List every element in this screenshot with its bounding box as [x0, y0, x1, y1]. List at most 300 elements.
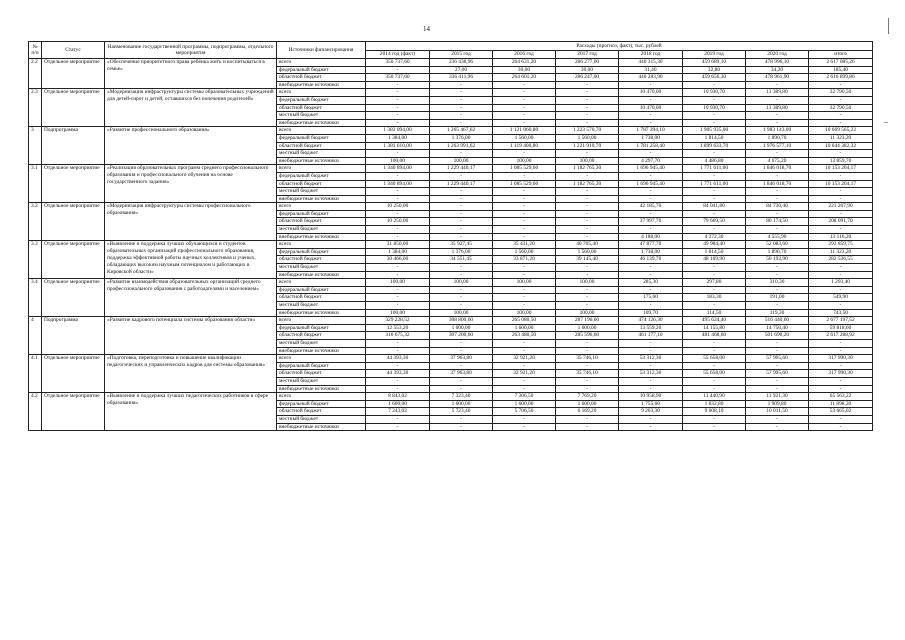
row-value: - — [619, 423, 683, 431]
row-value: 2 617 085,26 — [809, 59, 873, 67]
row-value: - — [493, 264, 556, 272]
row-value: 35 927,45 — [430, 241, 493, 249]
row-source: областной бюджет — [277, 218, 366, 226]
row-value: 1 755,60 — [619, 400, 683, 408]
row-value: 481 468,60 — [683, 332, 746, 340]
row-value: 100,00 — [366, 279, 430, 287]
row-value: - — [556, 210, 619, 218]
row-value: 57 995,60 — [746, 370, 809, 378]
row-value: 14 750,40 — [746, 324, 809, 332]
row-source: федеральный бюджет — [277, 172, 366, 180]
row-source: федеральный бюджет — [277, 134, 366, 142]
row-value: - — [809, 377, 873, 385]
row-value: 1 229 440,17 — [430, 165, 493, 173]
row-value: 1 376,00 — [430, 134, 493, 142]
row-value: 1 085 529,60 — [493, 165, 556, 173]
row-value: 549,90 — [809, 294, 873, 302]
row-value: - — [746, 264, 809, 272]
row-value: 119,30 — [746, 309, 809, 317]
row-value: - — [619, 96, 683, 104]
row-value: 282 536,55 — [809, 256, 873, 264]
row-value: - — [746, 195, 809, 203]
row-value: 34 551,45 — [430, 256, 493, 264]
row-value: - — [683, 347, 746, 355]
row-value: 1 223 570,70 — [556, 127, 619, 135]
row-number: 3.4 — [29, 279, 42, 317]
row-value: - — [366, 233, 430, 241]
row-value: 1 560,00 — [493, 134, 556, 142]
row-value: - — [619, 339, 683, 347]
row-value: 10 011,50 — [746, 408, 809, 416]
row-value: 32,80 — [683, 66, 746, 74]
row-value: 1 293,40 — [809, 279, 873, 287]
row-source: областной бюджет — [277, 74, 366, 82]
row-value: 287 196,60 — [556, 317, 619, 325]
row-value: 4 188,00 — [619, 233, 683, 241]
header-no: № п/п — [29, 42, 42, 59]
row-value: 263 480,50 — [493, 332, 556, 340]
row-value: 1 560,00 — [493, 248, 556, 256]
row-source: федеральный бюджет — [277, 362, 366, 370]
row-value: - — [746, 271, 809, 279]
row-value: 44 393,30 — [366, 355, 430, 363]
row-value: 478 961,90 — [746, 74, 809, 82]
page-number: 14 — [423, 25, 430, 33]
row-value: - — [556, 233, 619, 241]
row-source: областной бюджет — [277, 142, 366, 150]
row-value: 6 169,20 — [556, 408, 619, 416]
row-number: 2.2 — [29, 59, 42, 89]
table-row — [29, 203, 873, 211]
row-source: федеральный бюджет — [277, 400, 366, 408]
row-value: 109,70 — [619, 309, 683, 317]
row-value: 1 384,00 — [366, 134, 430, 142]
row-value: 100,00 — [556, 279, 619, 287]
row-number: 4.1 — [29, 355, 42, 393]
row-value: - — [556, 271, 619, 279]
row-source: местный бюджет — [277, 264, 366, 272]
row-value: 1 846 018,70 — [746, 165, 809, 173]
row-value: 33 871,20 — [493, 256, 556, 264]
row-value: - — [809, 423, 873, 431]
row-source: местный бюджет — [277, 226, 366, 234]
row-value: - — [493, 81, 556, 89]
row-value: 516 440,60 — [746, 317, 809, 325]
table-header — [29, 42, 873, 59]
row-value: - — [809, 415, 873, 423]
row-value: - — [556, 81, 619, 89]
row-value: 4 486,80 — [683, 157, 746, 165]
row-value: - — [493, 271, 556, 279]
row-value: 1 905 935,00 — [683, 127, 746, 135]
row-value: - — [619, 81, 683, 89]
row-value: - — [493, 104, 556, 112]
row-source: местный бюджет — [277, 302, 366, 310]
row-value: 293 859,75 — [809, 241, 873, 249]
table-row — [29, 89, 873, 97]
row-value: 1 976 577,10 — [746, 142, 809, 150]
row-value: 1 263 991,62 — [430, 142, 493, 150]
row-value: 501 690,20 — [746, 332, 809, 340]
row-value: 1 832,80 — [683, 400, 746, 408]
row-value: 31,40 — [619, 66, 683, 74]
row-source: внебюджетные источники — [277, 157, 366, 165]
row-value: - — [556, 104, 619, 112]
row-value: - — [493, 96, 556, 104]
row-value: - — [430, 150, 493, 158]
row-value: 7 243,02 — [366, 408, 430, 416]
row-value: - — [493, 294, 556, 302]
row-name: «Выявление и поддержка лучших педагогических работников в сфере образования» — [105, 393, 277, 431]
row-value: 57 995,60 — [746, 355, 809, 363]
row-value: 221 207,90 — [809, 203, 873, 211]
row-value: - — [493, 302, 556, 310]
row-source: федеральный бюджет — [277, 210, 366, 218]
row-value: 53 312,30 — [619, 370, 683, 378]
row-value: 84 730,40 — [746, 203, 809, 211]
header-year: 2019 год — [683, 50, 746, 59]
row-value: - — [556, 226, 619, 234]
row-status: Отдельное мероприятие — [42, 89, 105, 127]
row-value: 1 384,00 — [366, 248, 430, 256]
row-status: Подпрограмма — [42, 317, 105, 355]
row-value: - — [683, 150, 746, 158]
row-value: - — [430, 210, 493, 218]
row-status: Отдельное мероприятие — [42, 203, 105, 241]
row-value: 100,00 — [556, 309, 619, 317]
row-value: 459 689,10 — [683, 59, 746, 67]
row-value: - — [493, 89, 556, 97]
row-source: всего — [277, 127, 366, 135]
row-value: - — [746, 226, 809, 234]
row-value: - — [746, 347, 809, 355]
row-value: 4 555,90 — [746, 233, 809, 241]
row-value: - — [556, 188, 619, 196]
row-source: областной бюджет — [277, 294, 366, 302]
row-value: - — [366, 89, 430, 97]
row-value: 308 800,60 — [430, 317, 493, 325]
row-value: - — [366, 66, 430, 74]
margin-mark — [888, 18, 889, 34]
row-value: 474 126,30 — [619, 317, 683, 325]
row-value: 743,50 — [809, 309, 873, 317]
row-value: 46 139,70 — [619, 256, 683, 264]
row-value: 13 116,20 — [809, 233, 873, 241]
row-value: - — [619, 362, 683, 370]
row-value: 478 996,10 — [746, 59, 809, 67]
row-source: всего — [277, 355, 366, 363]
row-value: - — [366, 264, 430, 272]
row-value: - — [809, 150, 873, 158]
row-value: - — [619, 172, 683, 180]
row-value: 65 563,22 — [809, 393, 873, 401]
row-value: - — [556, 112, 619, 120]
row-value: - — [746, 362, 809, 370]
row-value: 10 153 204,17 — [809, 180, 873, 188]
row-value: 1 846 018,70 — [746, 180, 809, 188]
row-value: 1 182 765,30 — [556, 165, 619, 173]
row-source: всего — [277, 317, 366, 325]
header-year: 2017 год — [556, 50, 619, 59]
row-source: всего — [277, 393, 366, 401]
row-value: 1 560,00 — [556, 134, 619, 142]
row-value: - — [430, 81, 493, 89]
row-value: - — [556, 339, 619, 347]
row-value: - — [809, 271, 873, 279]
row-value: 10 930,70 — [683, 89, 746, 97]
row-source: местный бюджет — [277, 377, 366, 385]
row-value: 264 601,20 — [493, 74, 556, 82]
row-value: 13 559,20 — [619, 324, 683, 332]
row-source: внебюджетные источники — [277, 119, 366, 127]
row-value: 32 921,20 — [493, 370, 556, 378]
table-row — [29, 279, 873, 287]
row-value: - — [556, 150, 619, 158]
row-value: - — [556, 172, 619, 180]
row-value: - — [809, 286, 873, 294]
row-value: 10 958,90 — [619, 393, 683, 401]
row-source: местный бюджет — [277, 339, 366, 347]
row-value: 55 658,00 — [683, 355, 746, 363]
row-value: - — [556, 362, 619, 370]
row-value: - — [366, 81, 430, 89]
row-value: 208 091,70 — [809, 218, 873, 226]
row-value: 35 746,10 — [556, 355, 619, 363]
row-value: - — [746, 302, 809, 310]
row-source: областной бюджет — [277, 332, 366, 340]
row-value: - — [619, 347, 683, 355]
row-source: внебюджетные источники — [277, 81, 366, 89]
row-value: - — [556, 302, 619, 310]
row-name: «Развитие кадрового потенциала системы образования области» — [105, 317, 277, 355]
row-value: - — [430, 112, 493, 120]
row-value: - — [366, 150, 430, 158]
row-source: внебюджетные источники — [277, 347, 366, 355]
row-name: «Модернизация инфраструктуры системы образовательных учреждений для детей-сирот и детей, оставшихся без попечения родителей» — [105, 89, 277, 127]
row-value: 1 229 440,17 — [430, 180, 493, 188]
row-name: «Развитие взаимодействия образовательных организаций среднего профессионального образования с работодателями и населением» — [105, 279, 277, 317]
row-value: - — [430, 347, 493, 355]
row-value: 52 083,60 — [746, 241, 809, 249]
row-value: 42 185,70 — [619, 203, 683, 211]
row-value: - — [683, 286, 746, 294]
row-value: 1 696 945,40 — [619, 165, 683, 173]
row-value: - — [493, 188, 556, 196]
row-value: 14 155,80 — [683, 324, 746, 332]
row-source: внебюджетные источники — [277, 233, 366, 241]
row-value: 1 376,00 — [430, 248, 493, 256]
row-value: - — [366, 286, 430, 294]
row-value: - — [556, 195, 619, 203]
row-value: - — [683, 415, 746, 423]
row-value: - — [493, 339, 556, 347]
row-value: - — [430, 203, 493, 211]
row-value: 37 963,80 — [430, 370, 493, 378]
row-value: - — [683, 377, 746, 385]
table-row — [29, 127, 873, 135]
row-value: - — [746, 112, 809, 120]
header-year: 2018 год — [619, 50, 683, 59]
row-value: - — [619, 188, 683, 196]
row-number: 4.2 — [29, 393, 42, 431]
row-value: - — [430, 218, 493, 226]
row-value: - — [366, 104, 430, 112]
row-value: 316 675,32 — [366, 332, 430, 340]
row-value: - — [683, 112, 746, 120]
row-value: - — [746, 150, 809, 158]
row-value: 11 323,20 — [809, 248, 873, 256]
row-value: - — [366, 119, 430, 127]
row-value: 1 085 529,60 — [493, 180, 556, 188]
header-year: итого — [809, 50, 873, 59]
row-value: 285,30 — [619, 279, 683, 287]
row-value: 1 265 467,62 — [430, 127, 493, 135]
row-value: - — [619, 271, 683, 279]
row-number: 3.3 — [29, 241, 42, 279]
row-value: 100,00 — [366, 309, 430, 317]
row-value: 264 631,20 — [493, 59, 556, 67]
row-value: 49 984,40 — [683, 241, 746, 249]
row-value: 32 790,50 — [809, 89, 873, 97]
row-value: 10 250,00 — [366, 218, 430, 226]
row-value: 11 898,20 — [809, 400, 873, 408]
row-value: 53 665,02 — [809, 408, 873, 416]
row-value: 459 656,30 — [683, 74, 746, 82]
row-source: местный бюджет — [277, 188, 366, 196]
row-value: 11 921,30 — [746, 393, 809, 401]
row-value: 47 877,70 — [619, 241, 683, 249]
row-source: всего — [277, 165, 366, 173]
row-value: 1 119 400,80 — [493, 142, 556, 150]
row-value: - — [683, 271, 746, 279]
row-source: внебюджетные источники — [277, 309, 366, 317]
row-value: 53 312,30 — [619, 355, 683, 363]
row-value: 84 041,80 — [683, 203, 746, 211]
row-name: «Развитие профессионального образования» — [105, 127, 277, 165]
row-value: - — [746, 415, 809, 423]
row-status: Отдельное мероприятие — [42, 355, 105, 393]
table-row — [29, 165, 873, 173]
row-value: 100,00 — [430, 309, 493, 317]
row-status: Отдельное мероприятие — [42, 279, 105, 317]
row-value: - — [430, 377, 493, 385]
row-value: 10 644 382,32 — [809, 142, 873, 150]
row-value: - — [556, 294, 619, 302]
row-value: - — [809, 172, 873, 180]
row-value: - — [746, 423, 809, 431]
row-value: 27,00 — [430, 66, 493, 74]
row-value: - — [556, 96, 619, 104]
row-value: 317 990,30 — [809, 355, 873, 363]
row-value: 440 283,90 — [619, 74, 683, 82]
row-value: 307 200,60 — [430, 332, 493, 340]
row-source: областной бюджет — [277, 104, 366, 112]
row-value: 1 909,80 — [746, 400, 809, 408]
row-value: - — [809, 195, 873, 203]
row-value: - — [683, 302, 746, 310]
row-value: 2 617 288,92 — [809, 332, 873, 340]
header-expenses: Расходы (прогноз, факт), тыс. рублей — [366, 42, 873, 51]
row-source: внебюджетные источники — [277, 195, 366, 203]
row-value: - — [366, 210, 430, 218]
row-value: 1 890,70 — [746, 134, 809, 142]
row-value: - — [366, 339, 430, 347]
row-value: - — [366, 195, 430, 203]
row-value: 35 431,20 — [493, 241, 556, 249]
row-value: 11 323,20 — [809, 134, 873, 142]
row-value: - — [809, 226, 873, 234]
row-source: всего — [277, 89, 366, 97]
row-source: федеральный бюджет — [277, 96, 366, 104]
row-value: 1 600,00 — [556, 400, 619, 408]
row-value: - — [556, 218, 619, 226]
row-value: - — [430, 362, 493, 370]
row-value: - — [430, 226, 493, 234]
row-value: - — [430, 104, 493, 112]
row-value: - — [556, 347, 619, 355]
row-value: - — [493, 226, 556, 234]
row-value: - — [746, 286, 809, 294]
row-source: федеральный бюджет — [277, 286, 366, 294]
row-value: 1 600,00 — [366, 400, 430, 408]
row-status: Отдельное мероприятие — [42, 393, 105, 431]
header-source: Источники финансирования — [277, 42, 366, 59]
row-value: - — [809, 96, 873, 104]
row-value: - — [493, 203, 556, 211]
row-value: 10 250,00 — [366, 203, 430, 211]
row-value: - — [619, 264, 683, 272]
row-value: - — [493, 286, 556, 294]
row-value: 32 790,50 — [809, 104, 873, 112]
row-value: 336 411,96 — [430, 74, 493, 82]
row-value: - — [746, 119, 809, 127]
row-value: - — [366, 423, 430, 431]
row-value: 461 177,10 — [619, 332, 683, 340]
row-value: 9 608,10 — [683, 408, 746, 416]
row-value: - — [493, 362, 556, 370]
row-value: - — [366, 271, 430, 279]
row-source: местный бюджет — [277, 112, 366, 120]
row-value: 285 596,60 — [556, 332, 619, 340]
row-value: 44 393,30 — [366, 370, 430, 378]
row-source: областной бюджет — [277, 256, 366, 264]
row-value: 317 990,30 — [809, 370, 873, 378]
row-value: - — [366, 112, 430, 120]
row-value: - — [556, 203, 619, 211]
row-number: 4 — [29, 317, 42, 355]
row-value: - — [366, 415, 430, 423]
row-value: - — [430, 172, 493, 180]
row-value: - — [493, 347, 556, 355]
row-value: 30,00 — [493, 66, 556, 74]
row-value: 1 814,50 — [683, 248, 746, 256]
row-number: 2.3 — [29, 89, 42, 127]
row-value: - — [556, 385, 619, 393]
row-value: 34,20 — [746, 66, 809, 74]
row-value: 1 600,00 — [493, 400, 556, 408]
row-value: 1 600,00 — [493, 324, 556, 332]
row-value: - — [430, 271, 493, 279]
row-value: 350 737,60 — [366, 59, 430, 67]
table-row — [29, 355, 873, 363]
row-value: - — [809, 264, 873, 272]
row-value: - — [619, 195, 683, 203]
row-value: - — [366, 96, 430, 104]
row-value: - — [430, 89, 493, 97]
row-value: 4 297,70 — [619, 157, 683, 165]
row-value: 286 247,00 — [556, 74, 619, 82]
row-source: внебюджетные источники — [277, 271, 366, 279]
